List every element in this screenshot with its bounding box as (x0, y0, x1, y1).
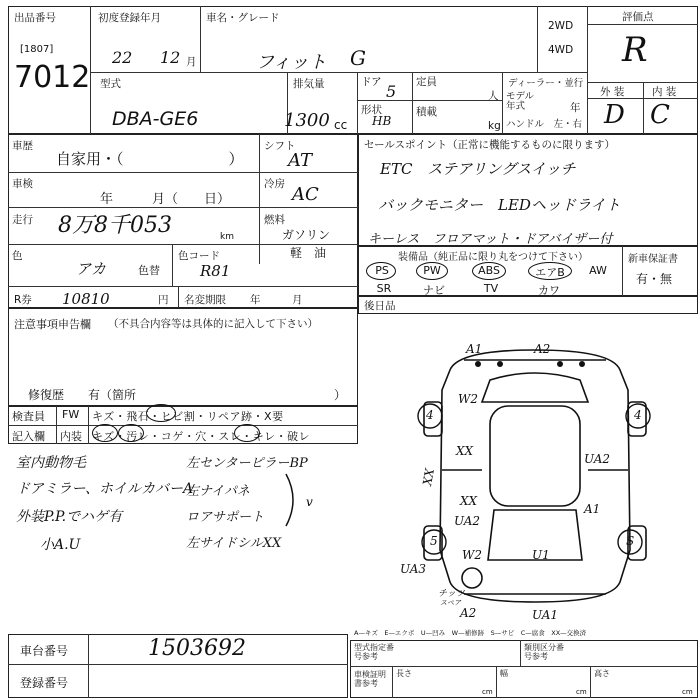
rken: 10810 (62, 290, 110, 308)
mark-5-left: 5 (430, 534, 438, 548)
note-left-4: 小A.U (40, 537, 81, 553)
equip-aw: AW (589, 264, 607, 277)
sales-line-1: ETC ステアリングスイッチ (380, 160, 576, 178)
mark-xx-1: XX (456, 444, 474, 458)
car-name: フィット (256, 52, 327, 73)
bracket-mark (280, 470, 320, 530)
mark-xx-3: XX (420, 467, 437, 487)
sales-line-2: バックモニター LEDヘッドライト (378, 196, 621, 214)
width-unit: cm (576, 688, 587, 696)
equip-navi: ナビ (423, 284, 445, 297)
cert-label: 車検証明書参考 (354, 670, 386, 688)
mark-ua2-right: UA2 (584, 452, 611, 466)
fuel-diesel: 軽 油 (290, 246, 327, 260)
equip-tv: TV (483, 282, 499, 295)
mark-spare: スペア (440, 599, 461, 607)
note-right-3: ロアサポート (186, 510, 265, 525)
mark-4-right: 4 (634, 408, 642, 422)
chassis-label: 車台番号 (20, 644, 69, 658)
rken-unit: 円 (158, 294, 169, 306)
spec-label: 型式指定番号参考 (354, 643, 394, 661)
warranty-value: 有・無 (636, 272, 673, 286)
int-items: キズ・汚レ・コゲ・穴・スレ・キレ・破レ (92, 430, 311, 443)
mark-4-left: 4 (426, 408, 434, 422)
note-right-1: 左センターピラーBP (186, 456, 308, 471)
namechange-value: 年 月 (250, 294, 303, 306)
svg-text:v: v (306, 495, 313, 509)
inspector-label-2: 記入欄 (12, 430, 45, 443)
shape: HB (372, 114, 392, 128)
note-left-1: 室内動物毛 (16, 455, 86, 471)
fw-items: キズ・飛石・ヒビ割・リペア跡・X要 (92, 410, 284, 423)
mark-s-right: S (626, 534, 635, 548)
lot-sub: [1807] (20, 44, 54, 55)
reg-label: 初度登録年月 (98, 12, 161, 24)
mark-a2-bottom: A2 (460, 606, 477, 620)
width-label: 幅 (500, 669, 508, 678)
rating-label: 評価点 (622, 11, 654, 23)
cap-unit: 人 (488, 90, 499, 102)
model-year-label: モデル年式 (506, 91, 535, 112)
mark-a1-right: A1 (584, 502, 601, 516)
mark-a2-top: A2 (534, 342, 551, 356)
ac-label: 冷房 (264, 178, 285, 190)
namechange-label: 名変期限 (184, 294, 226, 306)
height-label: 高さ (594, 669, 610, 678)
fuel-label: 燃料 (264, 214, 285, 226)
after-label: 後日品 (364, 300, 396, 312)
mileage-label: 走行 (12, 214, 33, 226)
disp-label: 排気量 (293, 78, 325, 90)
rken-label: R券 (14, 294, 32, 306)
inspect-value: 年 月（ 日） (100, 192, 231, 207)
note-right-4: 左サイドシルXX (186, 536, 282, 551)
equip-ps: PS (375, 264, 389, 277)
mark-u1: U1 (532, 548, 550, 562)
note-left-3: 外装P.P.でハゲ有 (16, 509, 123, 525)
reg-month: 12 (160, 48, 181, 67)
ac: AC (292, 184, 319, 205)
inspect-label: 車検 (12, 178, 33, 190)
doors: 5 (386, 82, 397, 101)
mark-a1-top: A1 (466, 342, 483, 356)
reg-month-suffix: 月 (186, 56, 197, 68)
name-label: 車名・グレード (206, 12, 280, 24)
shift: AT (288, 150, 313, 171)
notes-hint: （不具合内容等は具体的に記入して下さい） (108, 318, 318, 330)
history: 自家用・（ ） (56, 150, 244, 168)
note-right-2: 左ナイパネ (186, 484, 250, 499)
cap-label: 定員 (416, 76, 437, 88)
mark-ua1: UA1 (532, 608, 559, 622)
model-label: 型式 (100, 78, 121, 90)
mark-ua3: UA3 (400, 562, 427, 576)
equip-airbag: エアB (535, 266, 565, 279)
colorchange-label: 色替 (138, 264, 160, 277)
mileage-unit: km (220, 232, 234, 242)
displacement: 1300 (284, 110, 330, 131)
inspector-label-1: 検査員 (12, 410, 45, 423)
model: DBA-GE6 (112, 108, 199, 130)
equip-pw: PW (423, 264, 441, 277)
color-label: 色 (12, 250, 23, 262)
sales-label: セールスポイント（正常に機能するものに限ります） (364, 139, 616, 151)
year-unit: 年 (570, 102, 581, 114)
colorcode-label: 色コード (178, 250, 220, 262)
shape-label: 形状 (361, 104, 382, 116)
mark-ua2-left: UA2 (454, 514, 481, 528)
damage-legend: A—キズ E—エクボ U—凹み W—補修跡 S—サビ C—腐食 XX—交換済 (354, 629, 587, 637)
notes-label: 注意事項申告欄 (14, 318, 91, 331)
drive-4wd: 4WD (548, 44, 574, 56)
history-label: 車歴 (12, 140, 33, 152)
dealer-label: ディーラー・並行 (508, 78, 584, 89)
length-unit: cm (482, 688, 493, 696)
mark-w2: W2 (458, 392, 478, 406)
warranty-label: 新車保証書 (628, 254, 678, 265)
after-block (358, 296, 698, 314)
equipment-label: 装備品（純正品に限り丸をつけて下さい） (398, 252, 588, 263)
fuel-gas: ガソリン (282, 228, 331, 242)
note-left-2: ドアミラー、ホイルカバーA (16, 481, 194, 497)
int-grade: C (650, 100, 670, 130)
mark-chip: チッツ (438, 589, 465, 599)
handle-label: ハンドル 左・右 (506, 119, 583, 130)
ext-grade: D (604, 100, 625, 130)
chassis-number: 1503692 (148, 636, 246, 661)
door-label: ドア (361, 76, 382, 88)
int-label: 内 装 (652, 86, 677, 98)
reg-year: 22 (112, 48, 133, 67)
mileage: 8万8千053 (58, 213, 172, 238)
length-label: 長さ (396, 669, 412, 678)
height-unit: cm (682, 688, 693, 696)
mark-w2-rear: W2 (462, 548, 482, 562)
class-label: 類別区分番号参考 (524, 643, 564, 661)
fw-label: FW (62, 408, 80, 421)
shift-label: シフト (264, 140, 296, 152)
equip-leather: カワ (538, 284, 560, 297)
equip-abs: ABS (478, 264, 500, 277)
repair-label: 修復歴 有（箇所 (28, 388, 137, 402)
color: アカ (76, 260, 106, 278)
ext-label: 外 装 (600, 86, 625, 98)
lot-label: 出品番号 (14, 12, 56, 24)
load-label: 積載 (416, 106, 437, 118)
drive-2wd: 2WD (548, 20, 574, 32)
grade: G (350, 46, 366, 70)
registration-label: 登録番号 (20, 676, 69, 690)
int-label-row: 内装 (60, 430, 82, 443)
mark-xx-2: XX (460, 494, 478, 508)
disp-unit: cc (334, 118, 348, 132)
equip-sr: SR (376, 282, 392, 295)
repair-close: ） (334, 388, 347, 402)
sales-line-3: キーレス フロアマット・ドアバイザー付 (368, 232, 613, 247)
load-unit: kg (488, 120, 501, 132)
colorcode: R81 (200, 262, 231, 280)
rating: R (622, 30, 648, 70)
lot-number: 7012 (14, 60, 91, 95)
